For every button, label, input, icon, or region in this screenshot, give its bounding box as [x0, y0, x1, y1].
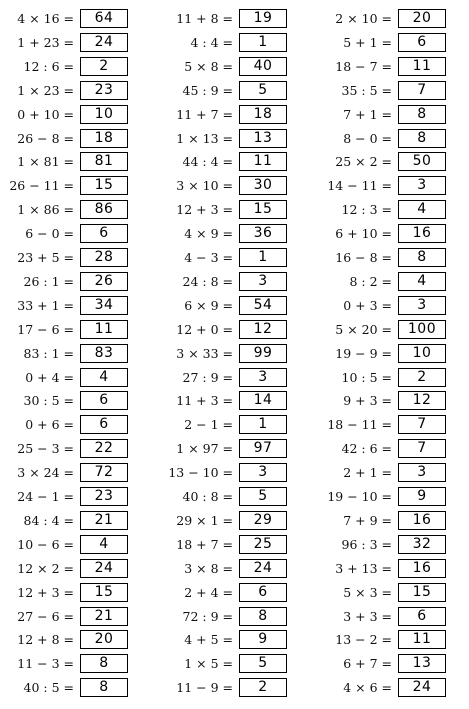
problem-row: [159, 415, 319, 434]
problem-row: [159, 368, 319, 387]
problem-row: [318, 607, 469, 626]
problem-row: [318, 368, 469, 387]
problem-expression: 3 × 8 =: [184, 560, 233, 576]
answer-box[interactable]: 24: [398, 678, 446, 697]
answer-box[interactable]: 40: [239, 57, 287, 76]
problem-row: [0, 296, 160, 315]
problem-row: [159, 224, 319, 243]
problem-row: [0, 607, 160, 626]
answer-box[interactable]: 4: [80, 535, 128, 554]
problem-row: [318, 391, 469, 410]
problem-expression: 25 × 2 =: [335, 154, 392, 170]
problem-expression: 11 + 7 =: [176, 106, 233, 122]
problem-expression: 42 : 6 =: [341, 441, 392, 457]
answer-box[interactable]: 5: [239, 487, 287, 506]
problem-expression: 23 + 5 =: [17, 250, 74, 265]
answer-box[interactable]: 34: [80, 296, 128, 315]
answer-box[interactable]: 3: [398, 463, 446, 482]
answer-box[interactable]: 3: [398, 176, 446, 195]
problem-row: [0, 248, 160, 267]
answer-box[interactable]: 18: [239, 105, 287, 124]
problem-row: [318, 129, 469, 148]
problem-row: [159, 654, 319, 673]
problem-expression: 40 : 5 =: [23, 680, 74, 696]
answer-box[interactable]: 23: [80, 487, 128, 506]
problem-expression: 5 × 3 =: [343, 584, 392, 600]
problem-row: [159, 81, 319, 100]
problem-expression: 12 + 8 =: [17, 632, 74, 648]
answer-box[interactable]: 10: [80, 105, 128, 124]
answer-box[interactable]: 20: [80, 630, 128, 649]
problem-row: [159, 152, 319, 171]
problem-expression: 16 − 8 =: [335, 250, 392, 265]
problem-expression: 4 × 9 =: [184, 226, 233, 242]
problem-expression: 2 × 10 =: [335, 11, 392, 26]
problem-row: [318, 81, 469, 100]
problem-row: [159, 200, 319, 219]
problem-row: [0, 559, 160, 578]
answer-box[interactable]: 9: [239, 630, 287, 649]
problem-expression: 72 : 9 =: [182, 608, 233, 624]
answer-box[interactable]: 15: [80, 176, 128, 195]
problem-expression: 1 × 97 =: [176, 441, 233, 457]
problem-expression: 3 × 24 =: [17, 465, 74, 481]
answer-box[interactable]: 15: [239, 200, 287, 219]
answer-box[interactable]: 50: [398, 152, 446, 171]
problem-row: [0, 152, 160, 171]
problem-expression: 40 : 8 =: [182, 489, 233, 504]
problem-row: [318, 487, 469, 506]
problem-expression: 11 + 3 =: [176, 393, 233, 409]
answer-box[interactable]: 7: [398, 81, 446, 100]
answer-box[interactable]: 4: [80, 368, 128, 387]
problem-row: [0, 630, 160, 649]
problem-expression: 27 − 6 =: [17, 608, 74, 624]
answer-box[interactable]: 29: [239, 511, 287, 530]
answer-box[interactable]: 26: [80, 272, 128, 291]
answer-box[interactable]: 12: [398, 391, 446, 410]
problem-expression: 24 − 1 =: [17, 489, 74, 504]
answer-box[interactable]: 8: [80, 678, 128, 697]
problem-row: [0, 176, 160, 195]
problem-row: [318, 176, 469, 195]
answer-box[interactable]: 6: [80, 391, 128, 410]
problem-expression: 1 × 5 =: [184, 656, 233, 672]
answer-box[interactable]: 4: [398, 200, 446, 219]
problem-expression: 1 × 23 =: [17, 82, 74, 98]
answer-box[interactable]: 1: [239, 415, 287, 434]
problem-expression: 4 + 5 =: [184, 632, 233, 648]
problem-expression: 35 : 5 =: [341, 82, 392, 98]
problem-row: [318, 344, 469, 363]
problem-row: [0, 511, 160, 530]
problem-expression: 11 + 8 =: [176, 11, 233, 26]
problem-expression: 12 + 0 =: [176, 321, 233, 337]
problem-row: [318, 320, 469, 339]
problem-expression: 1 × 81 =: [17, 154, 74, 170]
problem-expression: 26 : 1 =: [23, 273, 74, 289]
problem-expression: 8 − 0 =: [343, 130, 392, 146]
problem-expression: 10 − 6 =: [17, 536, 74, 552]
answer-box[interactable]: 81: [80, 152, 128, 171]
problem-expression: 18 − 11 =: [327, 417, 392, 433]
answer-box[interactable]: 6: [398, 33, 446, 52]
answer-box[interactable]: 6: [80, 415, 128, 434]
problem-expression: 6 + 10 =: [335, 226, 392, 242]
answer-box[interactable]: 1: [239, 248, 287, 267]
answer-box[interactable]: 18: [80, 129, 128, 148]
problem-expression: 7 + 9 =: [343, 512, 392, 528]
problem-expression: 4 × 6 =: [343, 680, 392, 696]
answer-box[interactable]: 8: [80, 654, 128, 673]
answer-box[interactable]: 11: [398, 630, 446, 649]
answer-box[interactable]: 5: [239, 81, 287, 100]
problem-expression: 25 − 3 =: [17, 441, 74, 457]
problem-expression: 29 × 1 =: [176, 512, 233, 528]
answer-box[interactable]: 24: [80, 33, 128, 52]
problem-row: [159, 487, 319, 506]
answer-box[interactable]: 8: [239, 607, 287, 626]
problem-expression: 6 − 0 =: [25, 226, 74, 242]
problem-expression: 27 : 9 =: [182, 369, 233, 385]
problem-expression: 3 × 10 =: [176, 178, 233, 194]
problem-expression: 12 : 6 =: [23, 58, 74, 74]
problem-expression: 1 × 13 =: [176, 130, 233, 146]
problem-row: [159, 57, 319, 76]
problem-expression: 4 − 3 =: [184, 250, 233, 265]
problem-expression: 0 + 6 =: [25, 417, 74, 433]
answer-box[interactable]: 3: [239, 368, 287, 387]
answer-box[interactable]: 28: [80, 248, 128, 267]
problem-row: [0, 57, 160, 76]
answer-box[interactable]: 86: [80, 200, 128, 219]
problem-row: [159, 105, 319, 124]
answer-box[interactable]: 6: [239, 583, 287, 602]
problem-expression: 10 : 5 =: [341, 369, 392, 385]
answer-box[interactable]: 14: [239, 391, 287, 410]
problem-expression: 84 : 4 =: [23, 512, 74, 528]
problem-row: [0, 415, 160, 434]
problem-expression: 11 − 3 =: [17, 656, 74, 672]
answer-box[interactable]: 99: [239, 344, 287, 363]
answer-box[interactable]: 24: [239, 559, 287, 578]
problem-expression: 3 + 13 =: [335, 560, 392, 576]
problem-row: [0, 487, 160, 506]
problem-expression: 30 : 5 =: [23, 393, 74, 409]
answer-box[interactable]: 15: [398, 583, 446, 602]
problem-row: [159, 535, 319, 554]
problem-expression: 3 + 3 =: [343, 608, 392, 624]
problem-row: [159, 320, 319, 339]
problem-expression: 4 : 4 =: [190, 34, 233, 50]
answer-box[interactable]: 20: [398, 9, 446, 28]
problem-row: [159, 33, 319, 52]
problem-row: [0, 391, 160, 410]
answer-box[interactable]: 11: [398, 57, 446, 76]
problem-row: [318, 678, 469, 697]
answer-box[interactable]: 6: [398, 607, 446, 626]
problem-expression: 5 × 20 =: [335, 321, 392, 337]
answer-box[interactable]: 16: [398, 224, 446, 243]
problem-expression: 13 − 2 =: [335, 632, 392, 648]
problem-expression: 0 + 4 =: [25, 369, 74, 385]
answer-box[interactable]: 11: [239, 152, 287, 171]
answer-box[interactable]: 6: [80, 224, 128, 243]
problem-row: [318, 9, 469, 28]
answer-box[interactable]: 12: [239, 320, 287, 339]
problem-row: [318, 248, 469, 267]
problem-row: [318, 559, 469, 578]
problem-expression: 26 − 11 =: [9, 178, 74, 194]
answer-box[interactable]: 83: [80, 344, 128, 363]
problem-expression: 11 − 9 =: [176, 680, 233, 696]
problem-row: [0, 583, 160, 602]
answer-box[interactable]: 8: [398, 129, 446, 148]
problem-row: [159, 129, 319, 148]
problem-row: [318, 296, 469, 315]
answer-box[interactable]: 2: [239, 678, 287, 697]
problem-row: [159, 296, 319, 315]
answer-box[interactable]: 15: [80, 583, 128, 602]
problem-expression: 7 + 1 =: [343, 106, 392, 122]
answer-box[interactable]: 8: [398, 105, 446, 124]
problem-expression: 17 − 6 =: [17, 321, 74, 337]
problem-row: [0, 200, 160, 219]
answer-box[interactable]: 2: [398, 368, 446, 387]
answer-box[interactable]: 7: [398, 415, 446, 434]
problem-row: [318, 439, 469, 458]
problem-expression: 13 − 10 =: [168, 465, 233, 481]
answer-box[interactable]: 3: [398, 296, 446, 315]
problem-row: [0, 654, 160, 673]
problem-row: [159, 463, 319, 482]
answer-box[interactable]: 97: [239, 439, 287, 458]
problem-row: [318, 105, 469, 124]
answer-box[interactable]: 32: [398, 535, 446, 554]
answer-box[interactable]: 72: [80, 463, 128, 482]
answer-box[interactable]: 22: [80, 439, 128, 458]
problem-expression: 12 : 3 =: [341, 202, 392, 218]
problem-row: [0, 439, 160, 458]
problem-row: [318, 415, 469, 434]
problem-expression: 8 : 2 =: [349, 273, 392, 289]
problem-row: [318, 33, 469, 52]
problem-expression: 5 × 8 =: [184, 58, 233, 74]
problem-expression: 12 + 3 =: [176, 202, 233, 218]
problem-row: [318, 57, 469, 76]
problem-expression: 44 : 4 =: [182, 154, 233, 170]
problem-row: [0, 463, 160, 482]
problem-expression: 19 − 10 =: [327, 489, 392, 504]
problem-row: [318, 272, 469, 291]
problem-row: [159, 272, 319, 291]
problem-row: [318, 152, 469, 171]
answer-box[interactable]: 36: [239, 224, 287, 243]
answer-box[interactable]: 64: [80, 9, 128, 28]
problem-row: [0, 129, 160, 148]
problem-row: [159, 559, 319, 578]
problem-row: [318, 463, 469, 482]
answer-box[interactable]: 100: [398, 320, 446, 339]
answer-box[interactable]: 23: [80, 81, 128, 100]
problem-row: [159, 630, 319, 649]
problem-row: [318, 583, 469, 602]
problem-expression: 6 × 9 =: [184, 297, 233, 313]
problem-expression: 19 − 9 =: [335, 345, 392, 361]
problem-expression: 2 + 4 =: [184, 584, 233, 600]
problem-row: [159, 583, 319, 602]
problem-expression: 24 : 8 =: [182, 273, 233, 289]
answer-box[interactable]: 5: [239, 654, 287, 673]
problem-row: [0, 81, 160, 100]
problem-row: [0, 105, 160, 124]
problem-row: [0, 678, 160, 697]
answer-box[interactable]: 16: [398, 559, 446, 578]
problem-row: [159, 176, 319, 195]
problem-row: [0, 272, 160, 291]
answer-box[interactable]: 7: [398, 439, 446, 458]
problem-expression: 26 − 8 =: [17, 130, 74, 146]
answer-box[interactable]: 19: [239, 9, 287, 28]
problem-row: [0, 33, 160, 52]
problem-expression: 0 + 10 =: [17, 106, 74, 122]
problem-row: [0, 368, 160, 387]
problem-row: [159, 344, 319, 363]
answer-box[interactable]: 54: [239, 296, 287, 315]
problem-expression: 96 : 3 =: [341, 536, 392, 552]
answer-box[interactable]: 30: [239, 176, 287, 195]
problem-row: [318, 535, 469, 554]
problem-expression: 83 : 1 =: [23, 345, 74, 361]
answer-box[interactable]: 24: [80, 559, 128, 578]
problem-expression: 2 − 1 =: [184, 417, 233, 433]
problem-row: [159, 391, 319, 410]
problem-expression: 33 + 1 =: [17, 297, 74, 313]
problem-row: [318, 511, 469, 530]
answer-box[interactable]: 8: [398, 248, 446, 267]
problem-expression: 1 + 23 =: [17, 34, 74, 50]
problem-expression: 2 + 1 =: [343, 465, 392, 481]
answer-box[interactable]: 13: [239, 129, 287, 148]
problem-row: [159, 248, 319, 267]
problem-row: [159, 607, 319, 626]
answer-box[interactable]: 21: [80, 511, 128, 530]
answer-box[interactable]: 3: [239, 463, 287, 482]
problem-expression: 18 + 7 =: [176, 536, 233, 552]
problem-row: [318, 630, 469, 649]
problem-expression: 12 + 3 =: [17, 584, 74, 600]
answer-box[interactable]: 16: [398, 511, 446, 530]
answer-box[interactable]: 13: [398, 654, 446, 673]
problem-expression: 3 × 33 =: [176, 345, 233, 361]
problem-row: [318, 654, 469, 673]
problem-expression: 0 + 3 =: [343, 297, 392, 313]
problem-row: [159, 511, 319, 530]
problem-row: [0, 535, 160, 554]
problem-row: [159, 678, 319, 697]
problem-expression: 1 × 86 =: [17, 202, 74, 218]
answer-box[interactable]: 21: [80, 607, 128, 626]
problem-row: [0, 224, 160, 243]
problem-row: [318, 224, 469, 243]
answer-box[interactable]: 25: [239, 535, 287, 554]
problem-expression: 9 + 3 =: [343, 393, 392, 409]
problem-row: [159, 9, 319, 28]
problem-expression: 12 × 2 =: [17, 560, 74, 576]
problem-expression: 18 − 7 =: [335, 58, 392, 74]
problem-expression: 45 : 9 =: [182, 82, 233, 98]
problem-row: [0, 344, 160, 363]
problem-expression: 14 − 11 =: [327, 178, 392, 194]
problem-expression: 5 + 1 =: [343, 34, 392, 50]
problem-row: [0, 9, 160, 28]
answer-box[interactable]: 1: [239, 33, 287, 52]
answer-box[interactable]: 11: [80, 320, 128, 339]
answer-box[interactable]: 10: [398, 344, 446, 363]
problem-row: [159, 439, 319, 458]
answer-box[interactable]: 2: [80, 57, 128, 76]
problem-row: [318, 200, 469, 219]
answer-box[interactable]: 9: [398, 487, 446, 506]
problem-expression: 4 × 16 =: [17, 11, 74, 26]
answer-box[interactable]: 4: [398, 272, 446, 291]
problem-row: [0, 320, 160, 339]
answer-box[interactable]: 3: [239, 272, 287, 291]
problem-expression: 6 + 7 =: [343, 656, 392, 672]
